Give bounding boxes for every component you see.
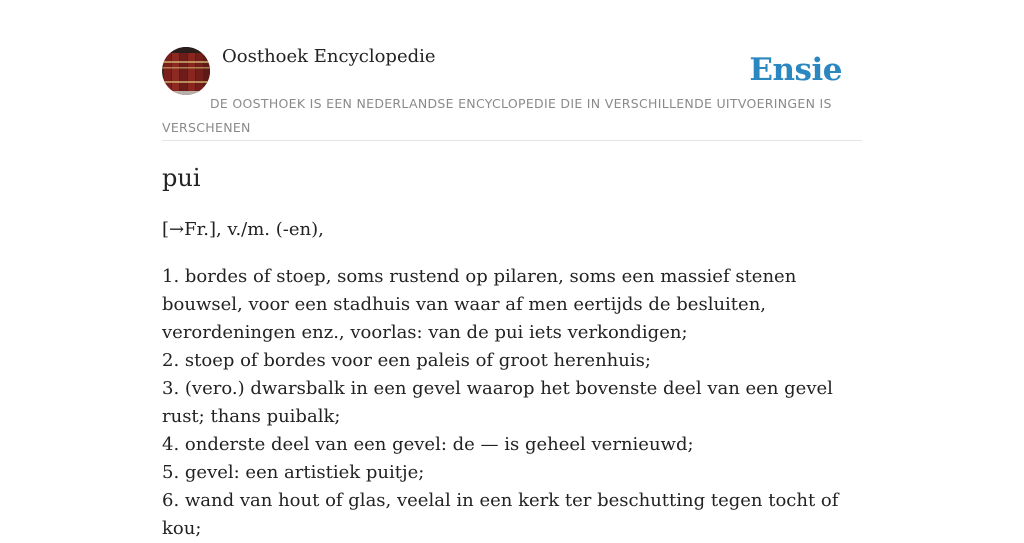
- publication-name-link[interactable]: Oosthoek Encyclopedie: [222, 46, 436, 67]
- entry-body: [162, 216, 862, 543]
- definition-list: [162, 263, 862, 543]
- definition-item: 4. onderste deel van een gevel: de — is geheel vernieuwd;: [162, 434, 694, 455]
- publication-tagline: DE OOSTHOEK IS EEN NEDERLANDSE ENCYCLOPEDIE DIE IN VERSCHILLENDE UITVOERINGEN IS VERSCHENEN: [162, 96, 832, 135]
- ensie-logo[interactable]: Ensie: [749, 52, 842, 88]
- definition-item: 1. bordes of stoep, soms rustend op pilaren, soms een massief stenen bouwsel, voor een stadhuis van waar af men eertijds de besluiten, verordeningen enz., voorlas: van de pui iets verkondigen;: [162, 266, 797, 343]
- publication-avatar[interactable]: [162, 47, 210, 95]
- definition-item: 5. gevel: een artistiek puitje;: [162, 462, 425, 483]
- encyclopedia-books-icon: [162, 47, 210, 95]
- definition-item: 2. stoep of bordes voor een paleis of groot herenhuis;: [162, 350, 651, 371]
- definition-item: 3. (vero.) dwarsbalk in een gevel waarop het bovenste deel van een gevel rust; thans puibalk;: [162, 378, 833, 427]
- page-container: [162, 0, 862, 539]
- entry-intro: [→Fr.], v./m. (-en),: [162, 219, 324, 240]
- definition-item: 6. wand van hout of glas, veelal in een kerk ter beschutting tegen tocht of kou;: [162, 490, 839, 539]
- site-header: [162, 0, 862, 141]
- entry-title: pui: [162, 164, 201, 192]
